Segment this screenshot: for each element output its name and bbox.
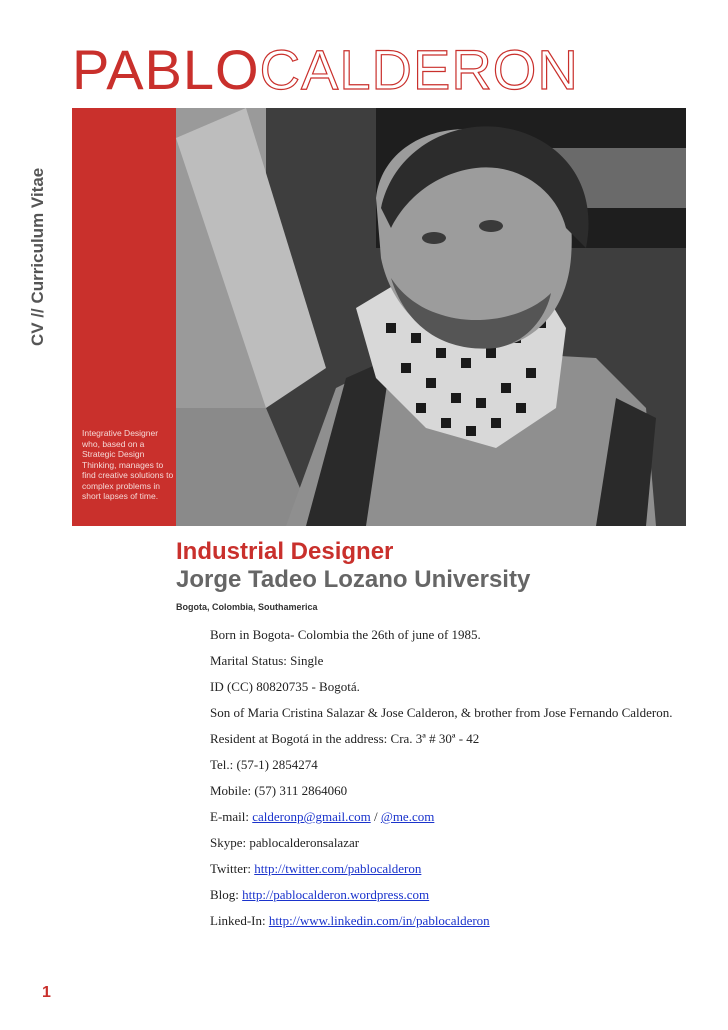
portrait-photo (176, 108, 686, 526)
detail-marital-status: Marital Status: Single (210, 653, 324, 668)
first-name: PABLO (72, 38, 260, 101)
blog-label: Blog: (210, 887, 243, 902)
tagline: Integrative Designer who, based on a Strategic Design Thinking, manages to find creative solutions to complex problems in short lapses of time. (82, 428, 174, 501)
blog-link[interactable]: http://pablocalderon.wordpress.com (242, 887, 430, 902)
detail-mobile: Mobile: (57) 311 2864060 (210, 783, 348, 798)
email-separator: / (370, 809, 381, 824)
linkedin-label: Linked-In: (210, 913, 269, 928)
last-name: CALDERON (259, 38, 579, 101)
detail-skype: Skype: pablocalderonsalazar (210, 835, 360, 850)
detail-linkedin (210, 910, 690, 932)
name-heading (72, 38, 579, 102)
location-line: Bogota, Colombia, Southamerica (176, 602, 318, 612)
twitter-link[interactable]: http://twitter.com/pablocalderon (254, 861, 422, 876)
email-link-secondary[interactable]: @me.com (380, 809, 435, 824)
detail-family: Son of Maria Cristina Salazar & Jose Calderon, & brother from Jose Fernando Calderon. (210, 705, 673, 720)
portrait-illustration (176, 108, 686, 526)
detail-address: Resident at Bogotá in the address: Cra. 3ª # 30ª - 42 (210, 731, 480, 746)
vertical-title: CV // Curriculum Vitae (28, 167, 47, 346)
email-link-primary[interactable]: calderonp@gmail.com (252, 809, 371, 824)
twitter-label: Twitter: (210, 861, 255, 876)
detail-blog (210, 884, 690, 906)
linkedin-link[interactable]: http://www.linkedin.com/in/pablocalderon (268, 913, 490, 928)
profession-title: Industrial Designer (176, 538, 394, 565)
personal-details-list (210, 624, 690, 936)
detail-email (210, 806, 690, 828)
detail-twitter (210, 858, 690, 880)
school-title: Jorge Tadeo Lozano University (176, 566, 531, 593)
email-label: E-mail: (210, 809, 253, 824)
page-number: 1 (42, 984, 51, 1001)
detail-id: ID (CC) 80820735 - Bogotá. (210, 679, 360, 694)
detail-born: Born in Bogota- Colombia the 26th of june of 1985. (210, 627, 481, 642)
detail-telephone: Tel.: (57-1) 2854274 (210, 757, 318, 772)
